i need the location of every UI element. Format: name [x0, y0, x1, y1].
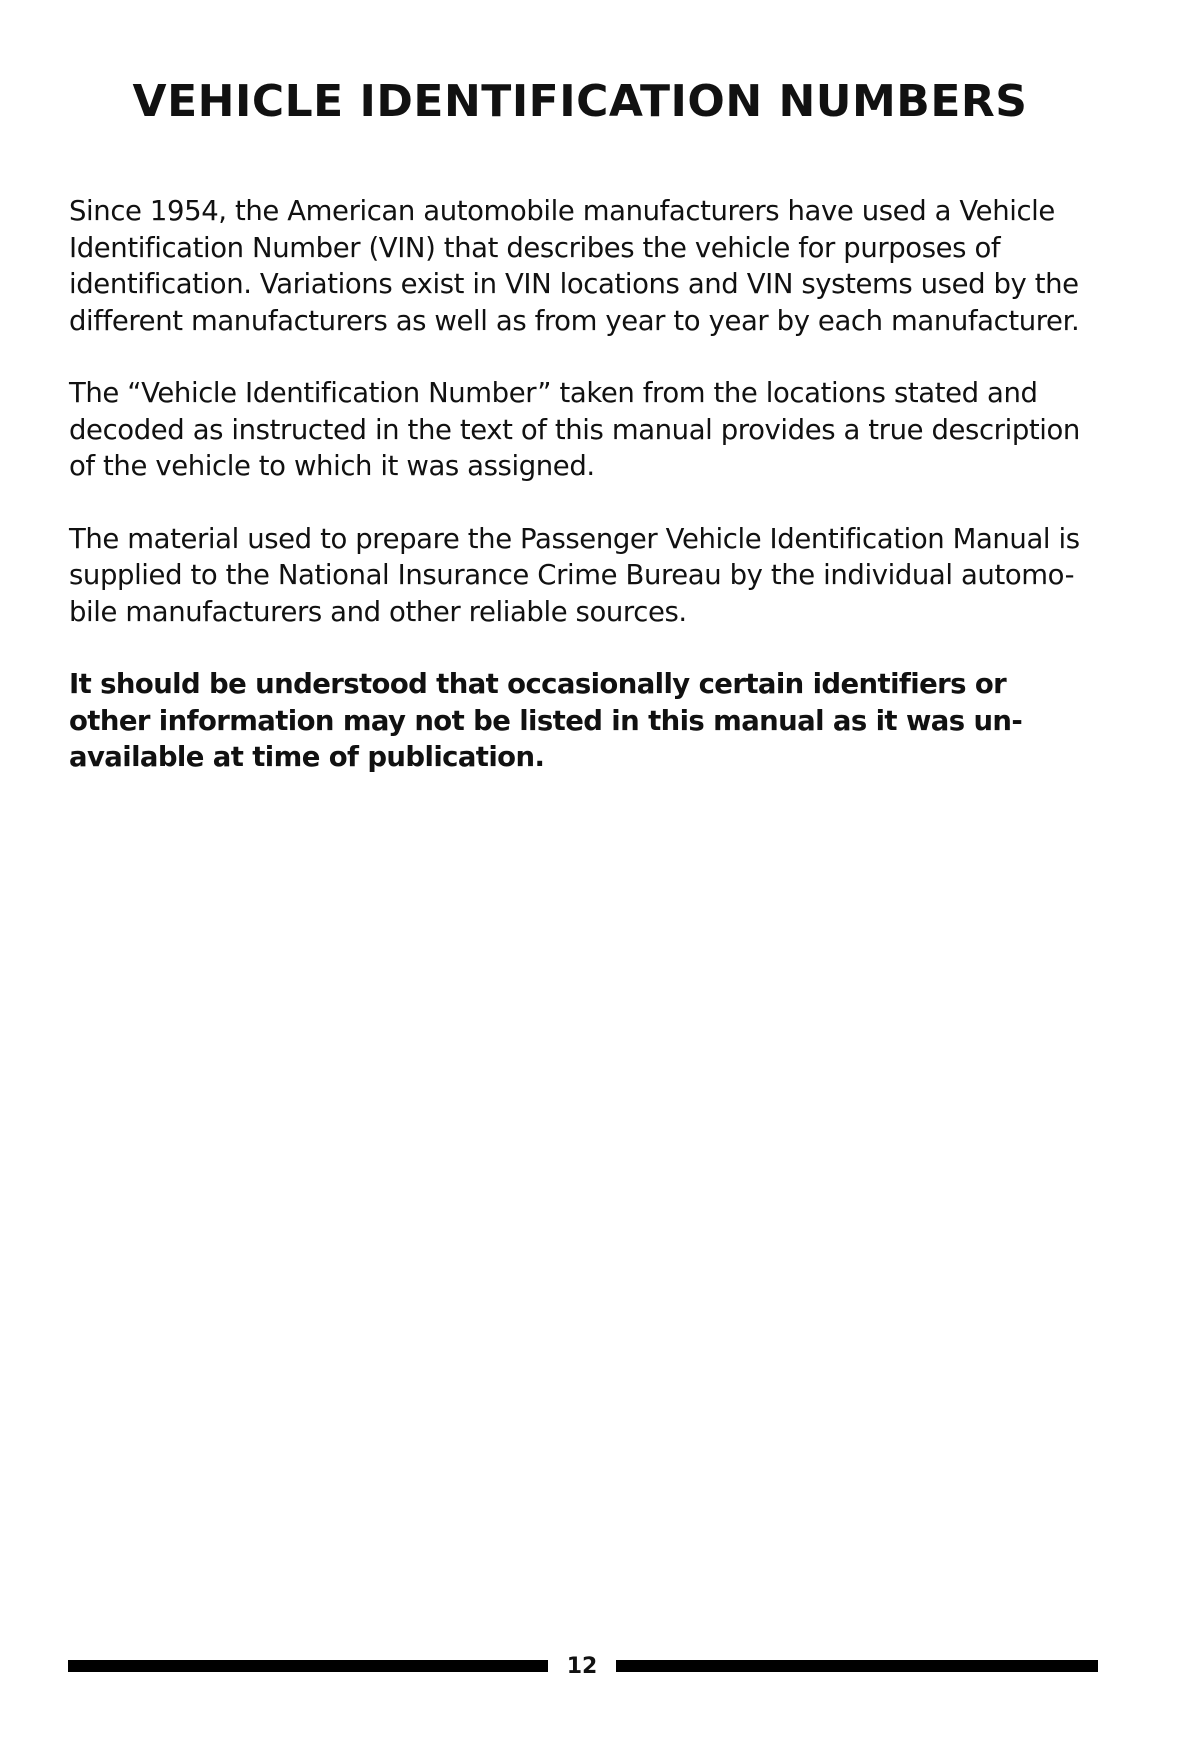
paragraph-line: The material used to prepare the Passenger Vehicle Identification Manual is [69, 522, 1080, 555]
paragraph-disclaimer [69, 666, 1119, 776]
footer-rule-right [616, 1660, 1098, 1672]
paragraph-line: Since 1954, the American automobile manufacturers have used a Vehicle [69, 195, 1055, 227]
paragraph-line: It should be understood that occasionally certain identifiers or [69, 668, 1007, 700]
page-number: 12 [566, 1654, 598, 1679]
body-text [69, 193, 1119, 812]
paragraph-vin-description [69, 375, 1119, 485]
paragraph-line: other information may not be listed in this manual as it was un- [69, 704, 1023, 737]
footer-rule-left [68, 1660, 548, 1672]
paragraph-line: of the vehicle to which it was assigned. [69, 450, 595, 482]
paragraph-line: Identification Number (VIN) that describes the vehicle for purposes of [69, 231, 1001, 264]
page-title: VEHICLE IDENTIFICATION NUMBERS [132, 76, 1028, 127]
paragraph-line: bile manufacturers and other reliable sources. [69, 595, 687, 628]
paragraph-line: identification. Variations exist in VIN locations and VIN systems used by the [69, 268, 1079, 300]
paragraph-line: The “Vehicle Identification Number” taken from the locations stated and [69, 377, 1038, 409]
paragraph-line: decoded as instructed in the text of this manual provides a true description [69, 413, 1080, 446]
paragraph-line: available at time of publication. [69, 741, 545, 773]
paragraph-material-source [69, 521, 1119, 631]
paragraph-line: different manufacturers as well as from year to year by each manufacturer. [69, 304, 1080, 337]
page-footer [68, 1650, 1098, 1680]
paragraph-line: supplied to the National Insurance Crime Bureau by the individual automo- [69, 559, 1075, 591]
paragraph-vin-history [69, 193, 1119, 339]
